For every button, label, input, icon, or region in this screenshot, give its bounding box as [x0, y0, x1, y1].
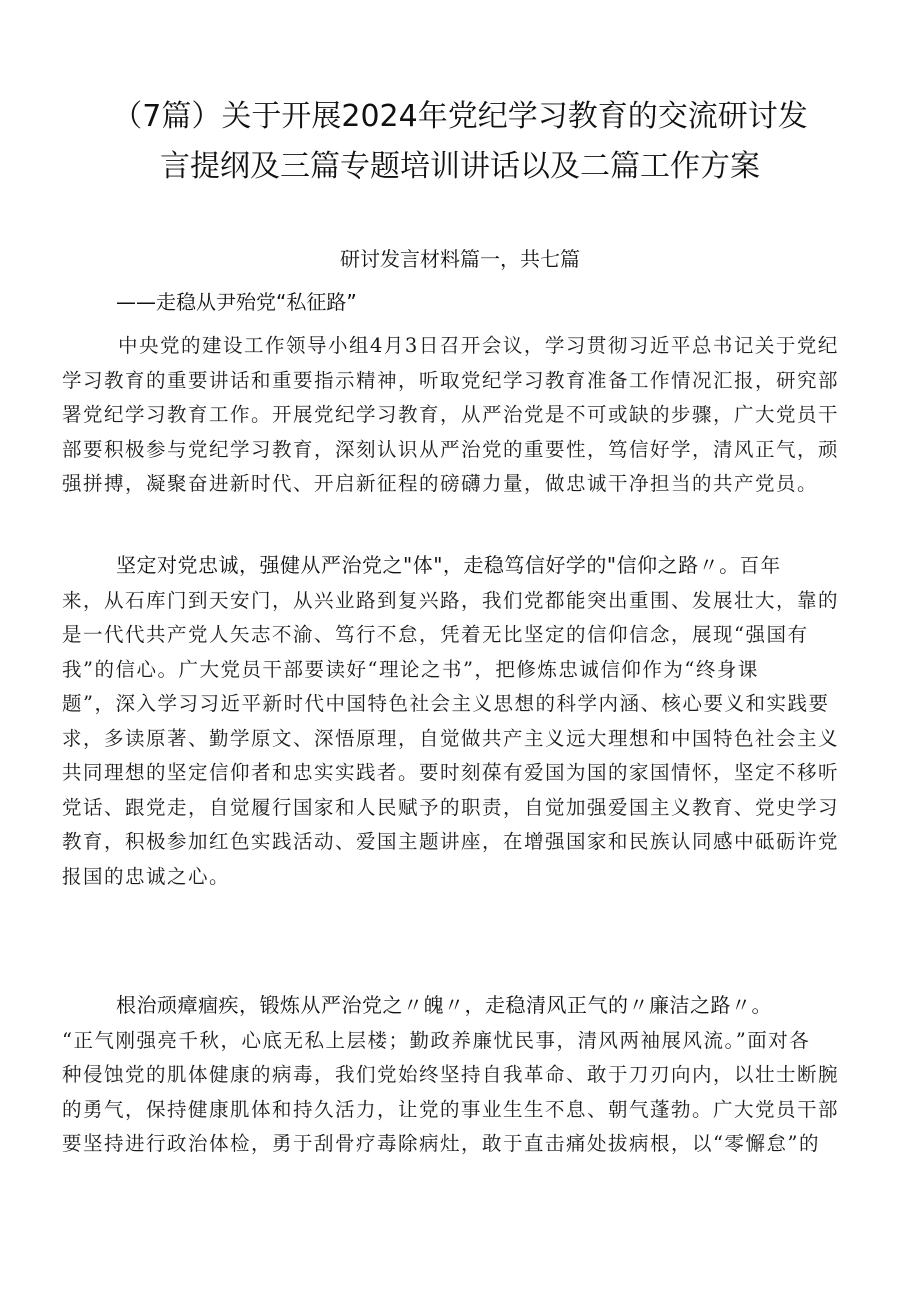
- title-line-1: （7篇）关于开展2024年党纪学习教育的交流研讨发: [112, 99, 808, 134]
- subheading: ——走稳从尹殆党“私征路”: [116, 290, 357, 314]
- title-line-2: 言提纲及三篇专题培训讲话以及二篇工作方案: [160, 149, 760, 184]
- paragraph-3-line: 要坚持进行政治体检，勇于刮骨疗毒除病灶，敢于直击痛处拔病根，以“零懈怠”的: [62, 1132, 820, 1155]
- paragraph-1-line: 中央党的建设工作领导小组4月3日召开会议，学习贯彻习近平总书记关于党纪: [118, 334, 839, 357]
- paragraph-2-line: 百年: [739, 554, 782, 577]
- paragraph-3-lead: 根治顽瘴痼疾，锻炼从严治党之〃魄〃，走稳清风正气的〃廉洁之路〃。: [116, 993, 772, 1017]
- paragraph-2-line: 报国的忠诚之心。: [62, 864, 231, 888]
- paragraph-2-line: 是一代代共产党人矢志不渝、笃行不怠，凭着无比坚定的信仰信念，展现“强国有: [62, 623, 809, 646]
- paragraph-1-line: 学习教育的重要讲话和重要指示精神，听取党纪学习教育准备工作情况汇报，研究部: [62, 368, 840, 392]
- paragraph-2-line: 我”的信心。广大党员干部要读好“理论之书”，把修炼忠诚信仰作为“终身课: [62, 657, 759, 681]
- document-title: [0, 92, 920, 192]
- paragraph-2-line: 共同理想的坚定信仰者和忠实实践者。要时刻葆有爱国为国的家国情怀，坚定不移听: [62, 761, 840, 784]
- paragraph-1-line: 强拼搏，凝聚奋进新时代、开启新征程的磅礴力量，做忠诚干净担当的共产党员。: [62, 472, 819, 495]
- paragraph-1-line: 署党纪学习教育工作。开展党纪学习教育，从严治党是不可或缺的步骤，广大党员干: [62, 403, 840, 426]
- paragraph-2-line: 党话、跟党走，自觉履行国家和人民赋予的职责，自觉加强爱国主义教育、党史学习: [62, 795, 840, 819]
- paragraph-2-lead: 坚定对党忠诚，强健从严治党之"体"，走稳笃信好学的"信仰之路〃。: [116, 553, 740, 577]
- paragraph-3-line: 种侵蚀党的肌体健康的病毒，我们党始终坚持自我革命、敢于刀刃向内，以壮士断腕: [62, 1063, 840, 1086]
- paragraph-2-line: 教育，积极参加红色实践活动、爱国主题讲座，在增强国家和民族认同感中砥砺许党: [62, 830, 840, 853]
- section-heading: 研讨发言材料篇一，共七篇: [340, 247, 580, 271]
- paragraph-3-line: 的勇气，保持健康肌体和持久活力，让党的事业生生不息、朝气蓬勃。广大党员干部: [62, 1097, 840, 1121]
- paragraph-1-line: 部要积极参与党纪学习教育，深刻认识从严治党的重要性，笃信好学，清风正气，顽: [62, 437, 840, 461]
- paragraph-3: [62, 988, 862, 1162]
- paragraph-1: [62, 329, 862, 502]
- paragraph-2-line: 来，从石库门到天安门，从兴业路到复兴路，我们党都能突出重围、发展壮大，靠的: [62, 588, 840, 612]
- paragraph-2-line: 题”，深入学习习近平新时代中国特色社会主义思想的科学内涵、核心要义和实践要: [62, 692, 830, 715]
- paragraph-2: [62, 548, 862, 894]
- paragraph-2-line: 求，多读原著、勤学原文、深悟原理，自觉做共产主义远大理想和中国特色社会主义: [62, 726, 840, 750]
- paragraph-3-line: “正气刚强亮千秋，心底无私上层楼；勤政养廉忧民事，清风两袖展风流。”面对各: [62, 1028, 811, 1052]
